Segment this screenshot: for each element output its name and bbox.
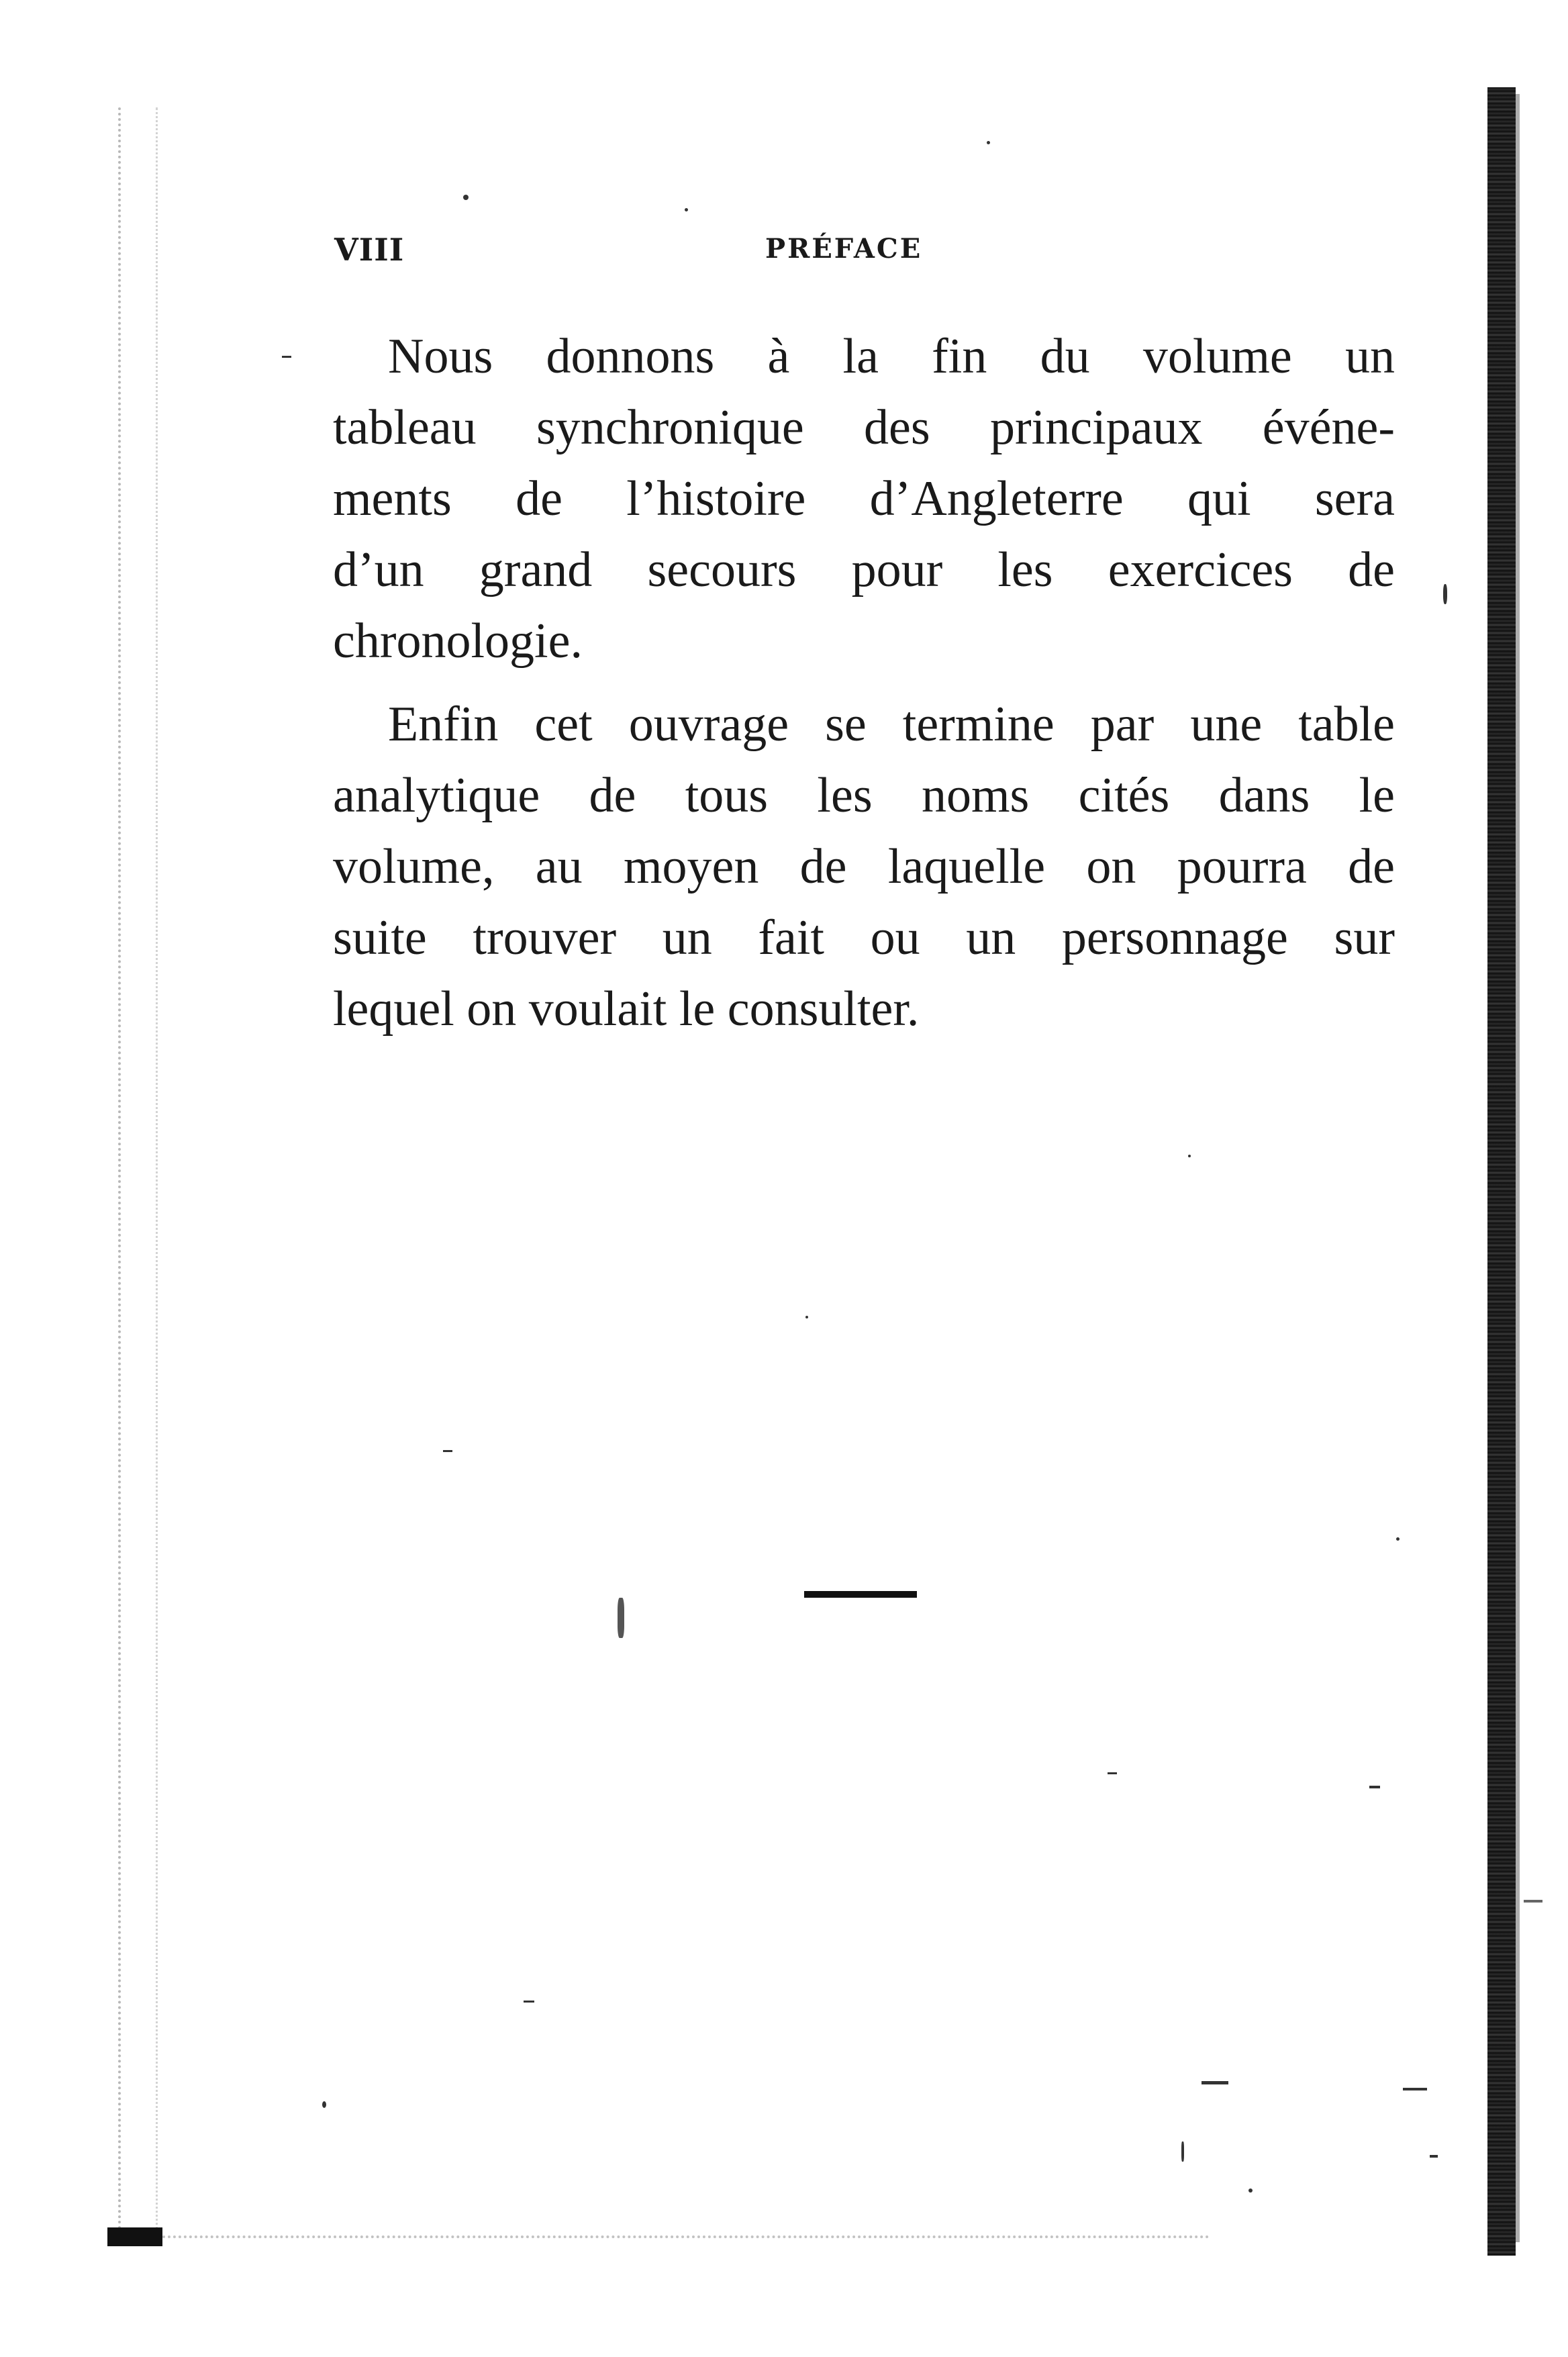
body-text xyxy=(333,321,1395,1057)
running-head xyxy=(0,232,1568,272)
left-page-edge xyxy=(118,107,124,2242)
scan-speck xyxy=(1248,2188,1253,2193)
scan-speck xyxy=(1430,2155,1438,2158)
scan-speck xyxy=(322,2101,326,2108)
text-line: suite trouver un fait ou un personnage sur xyxy=(333,910,1395,965)
book-spine-shadow xyxy=(1516,94,1520,2242)
text-line: ments de l’histoire d’Angleterre qui sera xyxy=(333,471,1395,526)
end-rule xyxy=(804,1591,917,1598)
scan-speck xyxy=(1524,1900,1542,1903)
paragraph-1 xyxy=(333,321,1395,677)
text-line: tableau synchronique des principaux événe- xyxy=(333,400,1395,455)
text-line: Enfin cet ouvrage se termine par une table xyxy=(388,697,1395,752)
page-number: VIII xyxy=(334,232,405,268)
scan-speck xyxy=(1403,2088,1427,2090)
book-spine-edge xyxy=(1487,87,1516,2256)
text-line: chronologie. xyxy=(333,614,583,669)
scan-speck xyxy=(443,1450,452,1452)
scan-speck xyxy=(685,208,688,211)
running-title: PRÉFACE xyxy=(765,233,923,264)
scan-speck xyxy=(1108,1772,1117,1774)
scan-speck xyxy=(618,1598,624,1638)
scan-speck xyxy=(1202,2081,1228,2084)
bottom-page-edge xyxy=(162,2235,1210,2240)
scan-speck xyxy=(1188,1155,1191,1157)
text-line: Nous donnons à la fin du volume un xyxy=(388,329,1395,384)
scan-speck xyxy=(463,195,469,200)
scan-speck xyxy=(282,356,291,358)
text-line: analytique de tous les noms cités dans le xyxy=(333,768,1395,823)
text-line: lequel on voulait le consulter. xyxy=(333,981,920,1037)
scan-speck xyxy=(524,2001,534,2003)
corner-mark xyxy=(107,2227,162,2246)
left-page-edge-inner xyxy=(156,107,160,2242)
text-line: d’un grand secours pour les exercices de xyxy=(333,542,1395,597)
scan-speck xyxy=(805,1316,808,1318)
scan-speck xyxy=(1181,2142,1184,2162)
paragraph-2 xyxy=(333,689,1395,1045)
scan-speck xyxy=(1443,584,1447,604)
scan-speck xyxy=(1369,1786,1380,1788)
scan-speck xyxy=(1396,1537,1400,1541)
scan-speck xyxy=(987,141,990,144)
text-line: volume, au moyen de laquelle on pourra de xyxy=(333,839,1395,894)
